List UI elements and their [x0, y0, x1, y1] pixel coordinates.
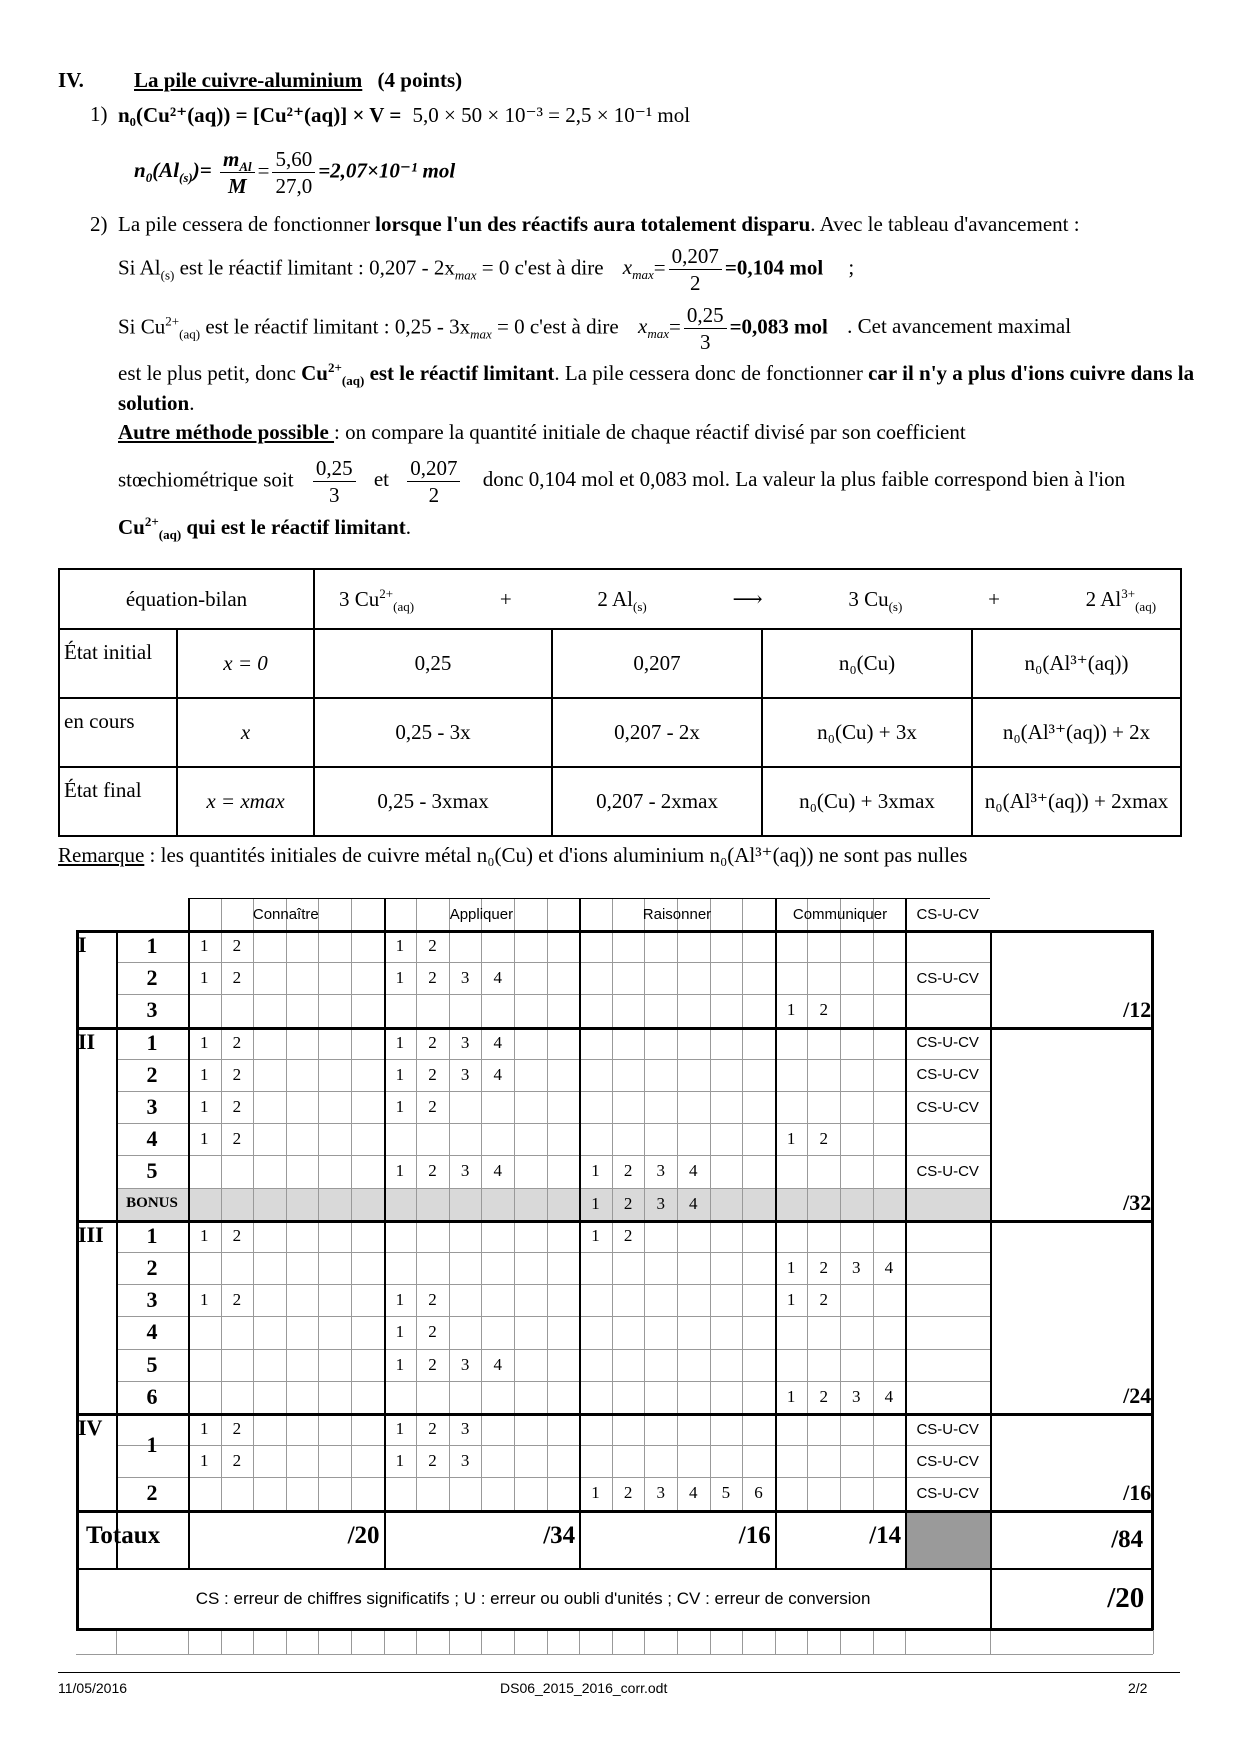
- bonus-row-shading: [116, 1188, 990, 1220]
- score-box: 4: [493, 1161, 502, 1181]
- box-divider: [351, 1630, 352, 1654]
- score-box: 3: [852, 1258, 861, 1278]
- score-box: 2: [232, 1097, 242, 1117]
- score-box: 2: [428, 1322, 437, 1342]
- category-total: /16: [738, 1521, 771, 1549]
- cs-u-cv-box: CS-U-CV: [916, 1484, 979, 1502]
- row-line: [116, 1349, 990, 1350]
- score-box: 2: [232, 968, 242, 988]
- question-number: 4: [146, 1126, 158, 1152]
- footer-rule: [58, 1672, 1180, 1673]
- category-total: /14: [869, 1521, 902, 1549]
- box-divider: [481, 1630, 482, 1654]
- grading-table: [76, 898, 1164, 1616]
- score-box: 1: [200, 1290, 209, 1310]
- box-divider: [775, 1630, 776, 1654]
- score-box: 2: [428, 1290, 437, 1310]
- score-box: 2: [428, 1451, 437, 1471]
- score-box: 2: [623, 1161, 633, 1181]
- score-box: 3: [460, 1032, 470, 1052]
- question-number: 1: [146, 1222, 158, 1248]
- row-line: [116, 1477, 990, 1478]
- score-box: 1: [200, 1129, 209, 1149]
- score-box: 4: [884, 1258, 894, 1278]
- box-divider: [384, 1630, 385, 1654]
- score-box: 6: [754, 1483, 763, 1503]
- section-label: II: [78, 1028, 96, 1054]
- header-raisonner: Raisonner: [642, 905, 712, 923]
- box-divider: [318, 1630, 319, 1654]
- score-box: 3: [460, 1161, 470, 1181]
- row-line: [116, 994, 990, 995]
- q2-intro: La pile cessera de fonctionner lorsque l'un des réactifs aura totalement disparu. Avec le tableau d'avancement :: [118, 212, 1080, 236]
- score-box: 1: [591, 1161, 600, 1181]
- score-box: 1: [200, 1097, 209, 1117]
- score-box: 3: [460, 1064, 470, 1084]
- score-box: 1: [591, 1225, 600, 1245]
- score-box: 1: [395, 1354, 405, 1374]
- score-box: 1: [395, 1290, 405, 1310]
- score-box: 1: [395, 1097, 405, 1117]
- section-total: /16: [1123, 1479, 1152, 1505]
- score-box: 2: [232, 1225, 242, 1245]
- section-total: /32: [1123, 1189, 1152, 1215]
- score-box: 1: [200, 1064, 209, 1084]
- score-box: 2: [232, 936, 242, 956]
- totals-label: Totaux: [86, 1521, 161, 1549]
- eq-row-final: État final x = xmax 0,25 - 3xmax 0,207 - 2xmax n₀(Cu) + 3xmax n₀(Al³⁺(aq)) + 2xmax: [59, 767, 1181, 836]
- score-box: 2: [428, 936, 437, 956]
- q1-number: 1): [90, 102, 108, 126]
- section-points: (4 points): [377, 68, 463, 92]
- cs-u-cv-box: CS-U-CV: [916, 1098, 979, 1116]
- question-number: 3: [146, 1094, 158, 1120]
- box-divider: [873, 898, 874, 1510]
- q1-formula2: $n_0(Al_{(s)})=$ $\frac{m_{Al}}{M}$ = $\frac{5,60}{27,0}$ =2,07×10⁻¹ mol: [134, 147, 456, 198]
- score-box: 1: [395, 1419, 405, 1439]
- box-divider: [318, 898, 319, 1510]
- score-box: 1: [200, 1451, 209, 1471]
- score-box: 1: [395, 1322, 405, 1342]
- score-box: 1: [395, 1032, 405, 1052]
- box-divider: [644, 1630, 645, 1654]
- score-box: 3: [656, 1193, 665, 1213]
- score-box: 2: [428, 1064, 437, 1084]
- score-box: 4: [493, 1064, 502, 1084]
- cs-u-cv-box: CS-U-CV: [916, 1162, 979, 1180]
- box-divider: [873, 1630, 874, 1654]
- box-divider: [286, 898, 287, 1510]
- eq-equation: 3 $Cu^{2+}_{(aq)}$ + 2 $Al_{(s)}$ ⟶ 3 $Cu_{(s)}$ + 2 $Al^{3+}_{(aq)}$: [314, 569, 1181, 629]
- q2-final-line: $Cu^{2+}_{(aq)}$ qui est le réactif limitant.: [118, 514, 411, 543]
- score-box: 2: [232, 1129, 242, 1149]
- score-box: 1: [786, 1129, 796, 1149]
- score-box: 2: [819, 1000, 828, 1020]
- q2-al-result: =0,104 mol: [724, 255, 824, 280]
- score-box: 5: [721, 1483, 731, 1503]
- cs-u-cv-box: CS-U-CV: [916, 1420, 979, 1438]
- box-divider: [286, 1630, 287, 1654]
- q2-al-line: Si $Al_{(s)}$ est le réactif limitant : $0,207 - 2x_{max} = 0$ c'est à dire $x_{max}=$ $\frac{0,207}{2}$ =0,104 mol ;: [118, 244, 855, 295]
- score-box: 4: [689, 1193, 698, 1213]
- box-divider: [221, 1630, 222, 1654]
- score-box: 2: [428, 1419, 437, 1439]
- question-number: 3: [146, 1287, 158, 1313]
- cs-u-cv-box: CS-U-CV: [916, 969, 979, 987]
- final-score: /20: [1107, 1581, 1145, 1614]
- section-title-line: [134, 68, 462, 93]
- row-line: [116, 1316, 990, 1317]
- q1-mass: 5,60: [272, 146, 315, 173]
- score-box: 1: [395, 1161, 405, 1181]
- box-divider: [514, 1630, 515, 1654]
- score-box: 3: [460, 1419, 470, 1439]
- score-box: 1: [591, 1483, 600, 1503]
- section-number: IV.: [58, 68, 84, 92]
- score-box: 2: [623, 1225, 633, 1245]
- score-box: 1: [200, 968, 209, 988]
- section-label: III: [78, 1221, 104, 1247]
- score-box: 4: [493, 968, 502, 988]
- score-box: 1: [200, 1032, 209, 1052]
- q2-autre-methode: Autre méthode possible : on compare la quantité initiale de chaque réactif divisé par son coefficient: [118, 420, 966, 444]
- grand-total: /84: [1111, 1525, 1144, 1553]
- remarque: Remarque : les quantités initiales de cuivre métal n₀(Cu) et d'ions aluminium n₀(Al³⁺(aq)) ne sont pas nulles: [58, 843, 968, 867]
- question-number: 6: [146, 1383, 158, 1409]
- score-box: 1: [786, 1258, 796, 1278]
- box-divider: [351, 898, 352, 1510]
- question-number: 2: [146, 1255, 158, 1281]
- score-box: 2: [428, 968, 437, 988]
- question-number: 1: [146, 1432, 158, 1458]
- score-box: 2: [623, 1193, 633, 1213]
- category-total: /20: [347, 1521, 380, 1549]
- box-divider: [807, 898, 808, 1510]
- q2-cu-result: =0,083 mol: [729, 314, 828, 339]
- score-box: 4: [689, 1161, 698, 1181]
- question-number: 2: [146, 1061, 158, 1087]
- header-appliquer: Appliquer: [449, 905, 514, 923]
- box-divider: [710, 898, 711, 1510]
- box-divider: [547, 1630, 548, 1654]
- box-divider: [742, 898, 743, 1510]
- eq-arrow: ⟶: [732, 586, 763, 611]
- footer-page: 2/2: [1128, 1680, 1148, 1696]
- score-box: 3: [656, 1483, 665, 1503]
- outer-border: [76, 1510, 1153, 1513]
- box-divider: [76, 1654, 1153, 1655]
- box-divider: [612, 1630, 613, 1654]
- advancement-table: [58, 568, 1182, 837]
- q2-stoech-line: stœchiométrique soit $\frac{0,25}{3}$ et $\frac{0,207}{2}$ donc 0,104 mol et 0,083 mol. La valeur la plus faible correspond bien à l'ion: [118, 456, 1126, 507]
- box-divider: [416, 1630, 417, 1654]
- score-box: 2: [232, 1419, 242, 1439]
- q1-molar-mass: 27,0: [275, 174, 313, 198]
- score-box: 4: [689, 1483, 698, 1503]
- legend: CS : erreur de chiffres significatifs ; U : erreur ou oubli d'unités ; CV : erreur de conversion: [195, 1588, 871, 1608]
- score-box: 1: [786, 1386, 796, 1406]
- section-label: IV: [78, 1415, 103, 1440]
- question-number: 1: [146, 1029, 158, 1055]
- score-box: 1: [786, 1290, 796, 1310]
- box-divider: [710, 1630, 711, 1654]
- score-box: 2: [428, 1161, 437, 1181]
- section-total: /24: [1123, 1383, 1152, 1408]
- cs-u-cv-box: CS-U-CV: [916, 1034, 979, 1052]
- score-box: 1: [395, 1451, 405, 1471]
- q2-number: 2): [90, 212, 108, 236]
- box-divider: [1153, 1630, 1154, 1654]
- box-divider: [514, 898, 515, 1510]
- box-divider: [807, 1630, 808, 1654]
- q1-formula1: [118, 102, 690, 128]
- score-box: 3: [656, 1161, 665, 1181]
- question-number: BONUS: [126, 1195, 178, 1212]
- score-box: 2: [232, 1290, 242, 1310]
- cs-u-cv-box: CS-U-CV: [916, 1066, 979, 1084]
- section-title: La pile cuivre-aluminium: [134, 68, 363, 92]
- footer-date: 11/05/2016: [58, 1680, 128, 1696]
- q1-result: =2,07×10⁻¹ mol: [318, 158, 456, 183]
- box-divider: [990, 1630, 991, 1654]
- row-line: [116, 1155, 990, 1156]
- q2-conclusion: est le plus petit, donc $Cu^{2+}_{(aq)}$ est le réactif limitant. La pile cessera donc de fonctionner car il n'y a plus d'ions cuivre dans la solution.: [118, 360, 1195, 415]
- score-box: 1: [200, 936, 209, 956]
- score-box: 2: [428, 1097, 437, 1117]
- question-number: 3: [146, 997, 158, 1023]
- box-divider: [742, 1630, 743, 1654]
- q2-cu-line: Si $Cu^{2+}_{(aq)}$ est le réactif limitant : $0,25 - 3x_{max} = 0$ c'est à dire $x_{max}=$ $\frac{0,25}{3}$ =0,083 mol . Cet avancement maximal: [118, 303, 1072, 354]
- score-box: 1: [395, 968, 405, 988]
- score-box: 2: [819, 1258, 828, 1278]
- header-communiquer: Communiquer: [792, 905, 888, 923]
- cs-u-cv-box: CS-U-CV: [916, 1452, 979, 1470]
- group-divider: [990, 930, 992, 1630]
- question-number: 2: [146, 965, 158, 991]
- score-box: 2: [232, 1064, 242, 1084]
- score-box: 2: [428, 1354, 437, 1374]
- question-number: 1: [146, 933, 158, 959]
- score-box: 2: [819, 1129, 828, 1149]
- score-box: 2: [232, 1451, 242, 1471]
- score-box: 2: [623, 1483, 633, 1503]
- score-box: 1: [200, 1419, 209, 1439]
- question-number: 5: [146, 1351, 158, 1377]
- header-cs: CS-U-CV: [916, 905, 979, 923]
- row-line: [116, 1188, 990, 1189]
- box-divider: [840, 898, 841, 1510]
- score-box: 3: [460, 968, 470, 988]
- totals-grey-cell: [905, 1510, 990, 1568]
- question-number: 4: [146, 1319, 158, 1345]
- q1-formula1-rhs: 5,0 × 50 × 10⁻³ = 2,5 × 10⁻¹ mol: [412, 103, 691, 127]
- box-divider: [116, 1630, 117, 1654]
- score-box: 2: [819, 1386, 828, 1406]
- score-box: 3: [852, 1386, 861, 1406]
- eq-row-initial: État initial x = 0 0,25 0,207 n₀(Cu) n₀(Al³⁺(aq)): [59, 629, 1181, 698]
- section-label: I: [78, 932, 87, 957]
- score-box: 4: [493, 1354, 502, 1374]
- section-total: /12: [1123, 996, 1152, 1022]
- box-divider: [253, 898, 254, 1510]
- box-divider: [840, 1630, 841, 1654]
- score-box: 2: [819, 1290, 828, 1310]
- score-box: 1: [395, 1064, 405, 1084]
- box-divider: [188, 1630, 189, 1654]
- score-box: 1: [395, 936, 405, 956]
- score-box: 4: [493, 1032, 502, 1052]
- box-divider: [677, 1630, 678, 1654]
- q1-formula1-lhs: n₀(Cu²⁺(aq)) = [Cu²⁺(aq)] × V =: [118, 103, 402, 127]
- score-box: 1: [200, 1225, 209, 1245]
- score-box: 4: [884, 1386, 894, 1406]
- question-number: 2: [146, 1480, 158, 1506]
- eq-row-cours: en cours x 0,25 - 3x 0,207 - 2x n₀(Cu) + 3x n₀(Al³⁺(aq)) + 2x: [59, 698, 1181, 767]
- footer-file: DS06_2015_2016_corr.odt: [500, 1680, 668, 1696]
- box-divider: [253, 1630, 254, 1654]
- score-box: 1: [591, 1193, 600, 1213]
- box-divider: [905, 1630, 906, 1654]
- score-box: 2: [232, 1032, 242, 1052]
- outer-border: [1151, 930, 1154, 1630]
- category-total: /34: [543, 1521, 576, 1549]
- box-divider: [579, 1630, 580, 1654]
- score-box: 1: [786, 1000, 796, 1020]
- score-box: 3: [460, 1354, 470, 1374]
- box-divider: [547, 898, 548, 1510]
- header-connaitre: Connaître: [252, 905, 319, 923]
- eq-header: équation-bilan: [59, 569, 314, 629]
- question-number: 5: [146, 1158, 158, 1184]
- box-divider: [449, 1630, 450, 1654]
- score-box: 2: [428, 1032, 437, 1052]
- score-box: 3: [460, 1451, 470, 1471]
